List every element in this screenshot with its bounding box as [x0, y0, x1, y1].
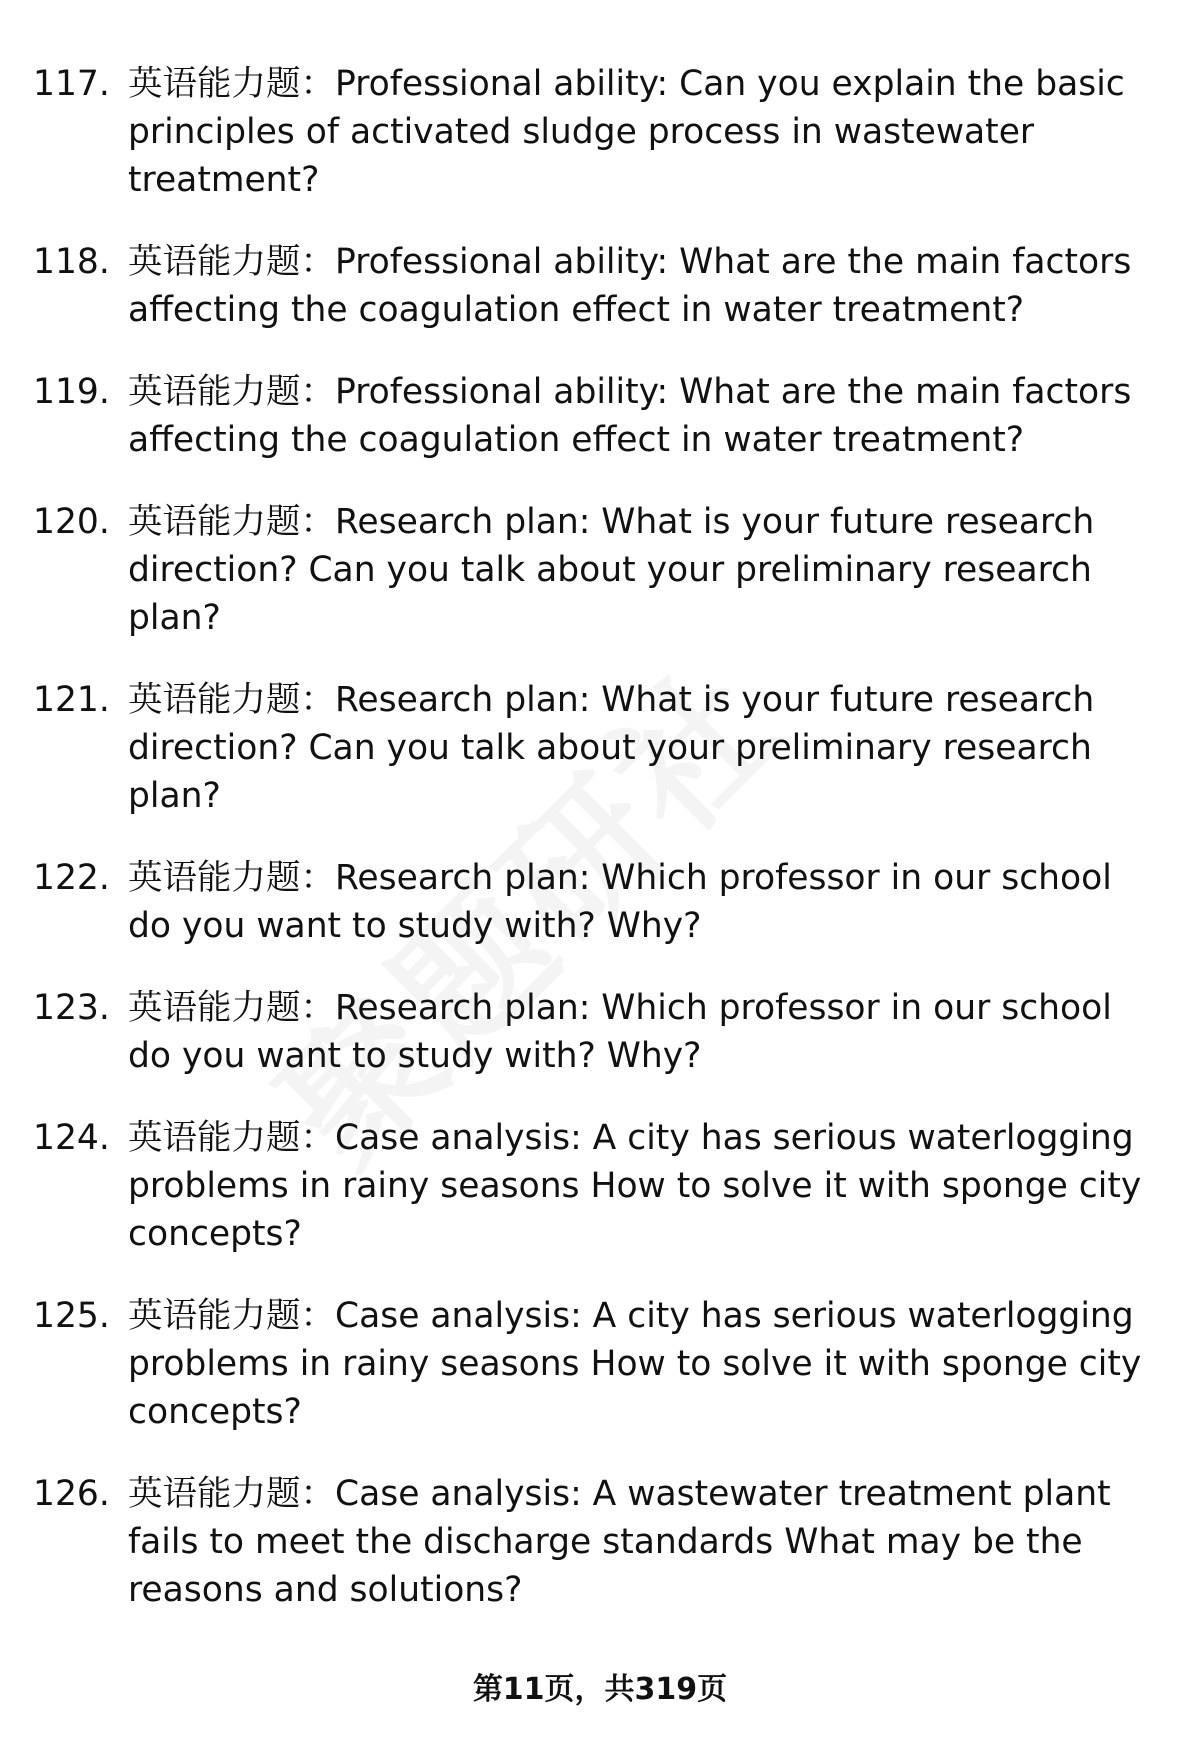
question-text: 英语能力题：Professional ability: Can you explain the basic principles of activated sludge process in wastewater treatment? [128, 64, 1125, 200]
question-number: 126. [33, 1474, 110, 1514]
question-text: 英语能力题：Case analysis: A city has serious waterlogging problems in rainy seasons How to solve it with sponge city concepts? [128, 1296, 1142, 1432]
question-text: 英语能力题：Case analysis: A city has serious waterlogging problems in rainy seasons How to solve it with sponge city concepts? [128, 1118, 1142, 1254]
question-item [0, 238, 1200, 334]
question-item [0, 498, 1200, 642]
question-number: 118. [33, 242, 110, 282]
question-item [0, 368, 1200, 464]
question-number: 123. [33, 988, 110, 1028]
question-item [0, 676, 1200, 820]
question-number: 117. [33, 64, 110, 104]
page-footer: 第11页，共319页 [472, 1672, 728, 1707]
question-item [0, 1292, 1200, 1436]
question-text: 英语能力题：Professional ability: What are the main factors affecting the coagulation effect in water treatment? [128, 242, 1132, 330]
question-item [0, 1114, 1200, 1258]
question-number: 122. [33, 858, 110, 898]
question-text: 英语能力题：Professional ability: What are the main factors affecting the coagulation effect in water treatment? [128, 372, 1132, 460]
question-number: 121. [33, 680, 110, 720]
question-item [0, 854, 1200, 950]
question-number: 124. [33, 1118, 110, 1158]
question-item [0, 1470, 1200, 1614]
question-number: 125. [33, 1296, 110, 1336]
question-text: 英语能力题：Research plan: What is your future research direction? Can you talk about your preliminary research plan? [128, 502, 1095, 638]
question-text: 英语能力题：Research plan: What is your future research direction? Can you talk about your preliminary research plan? [128, 680, 1095, 816]
question-item [0, 984, 1200, 1080]
question-number: 120. [33, 502, 110, 542]
question-text: 英语能力题：Research plan: Which professor in our school do you want to study with? Why? [128, 988, 1112, 1076]
question-list [0, 60, 1200, 1648]
question-item [0, 60, 1200, 204]
question-text: 英语能力题：Research plan: Which professor in our school do you want to study with? Why? [128, 858, 1112, 946]
question-text: 英语能力题：Case analysis: A wastewater treatment plant fails to meet the discharge standards What may be the reasons and solutions? [128, 1474, 1111, 1610]
question-number: 119. [33, 372, 110, 412]
